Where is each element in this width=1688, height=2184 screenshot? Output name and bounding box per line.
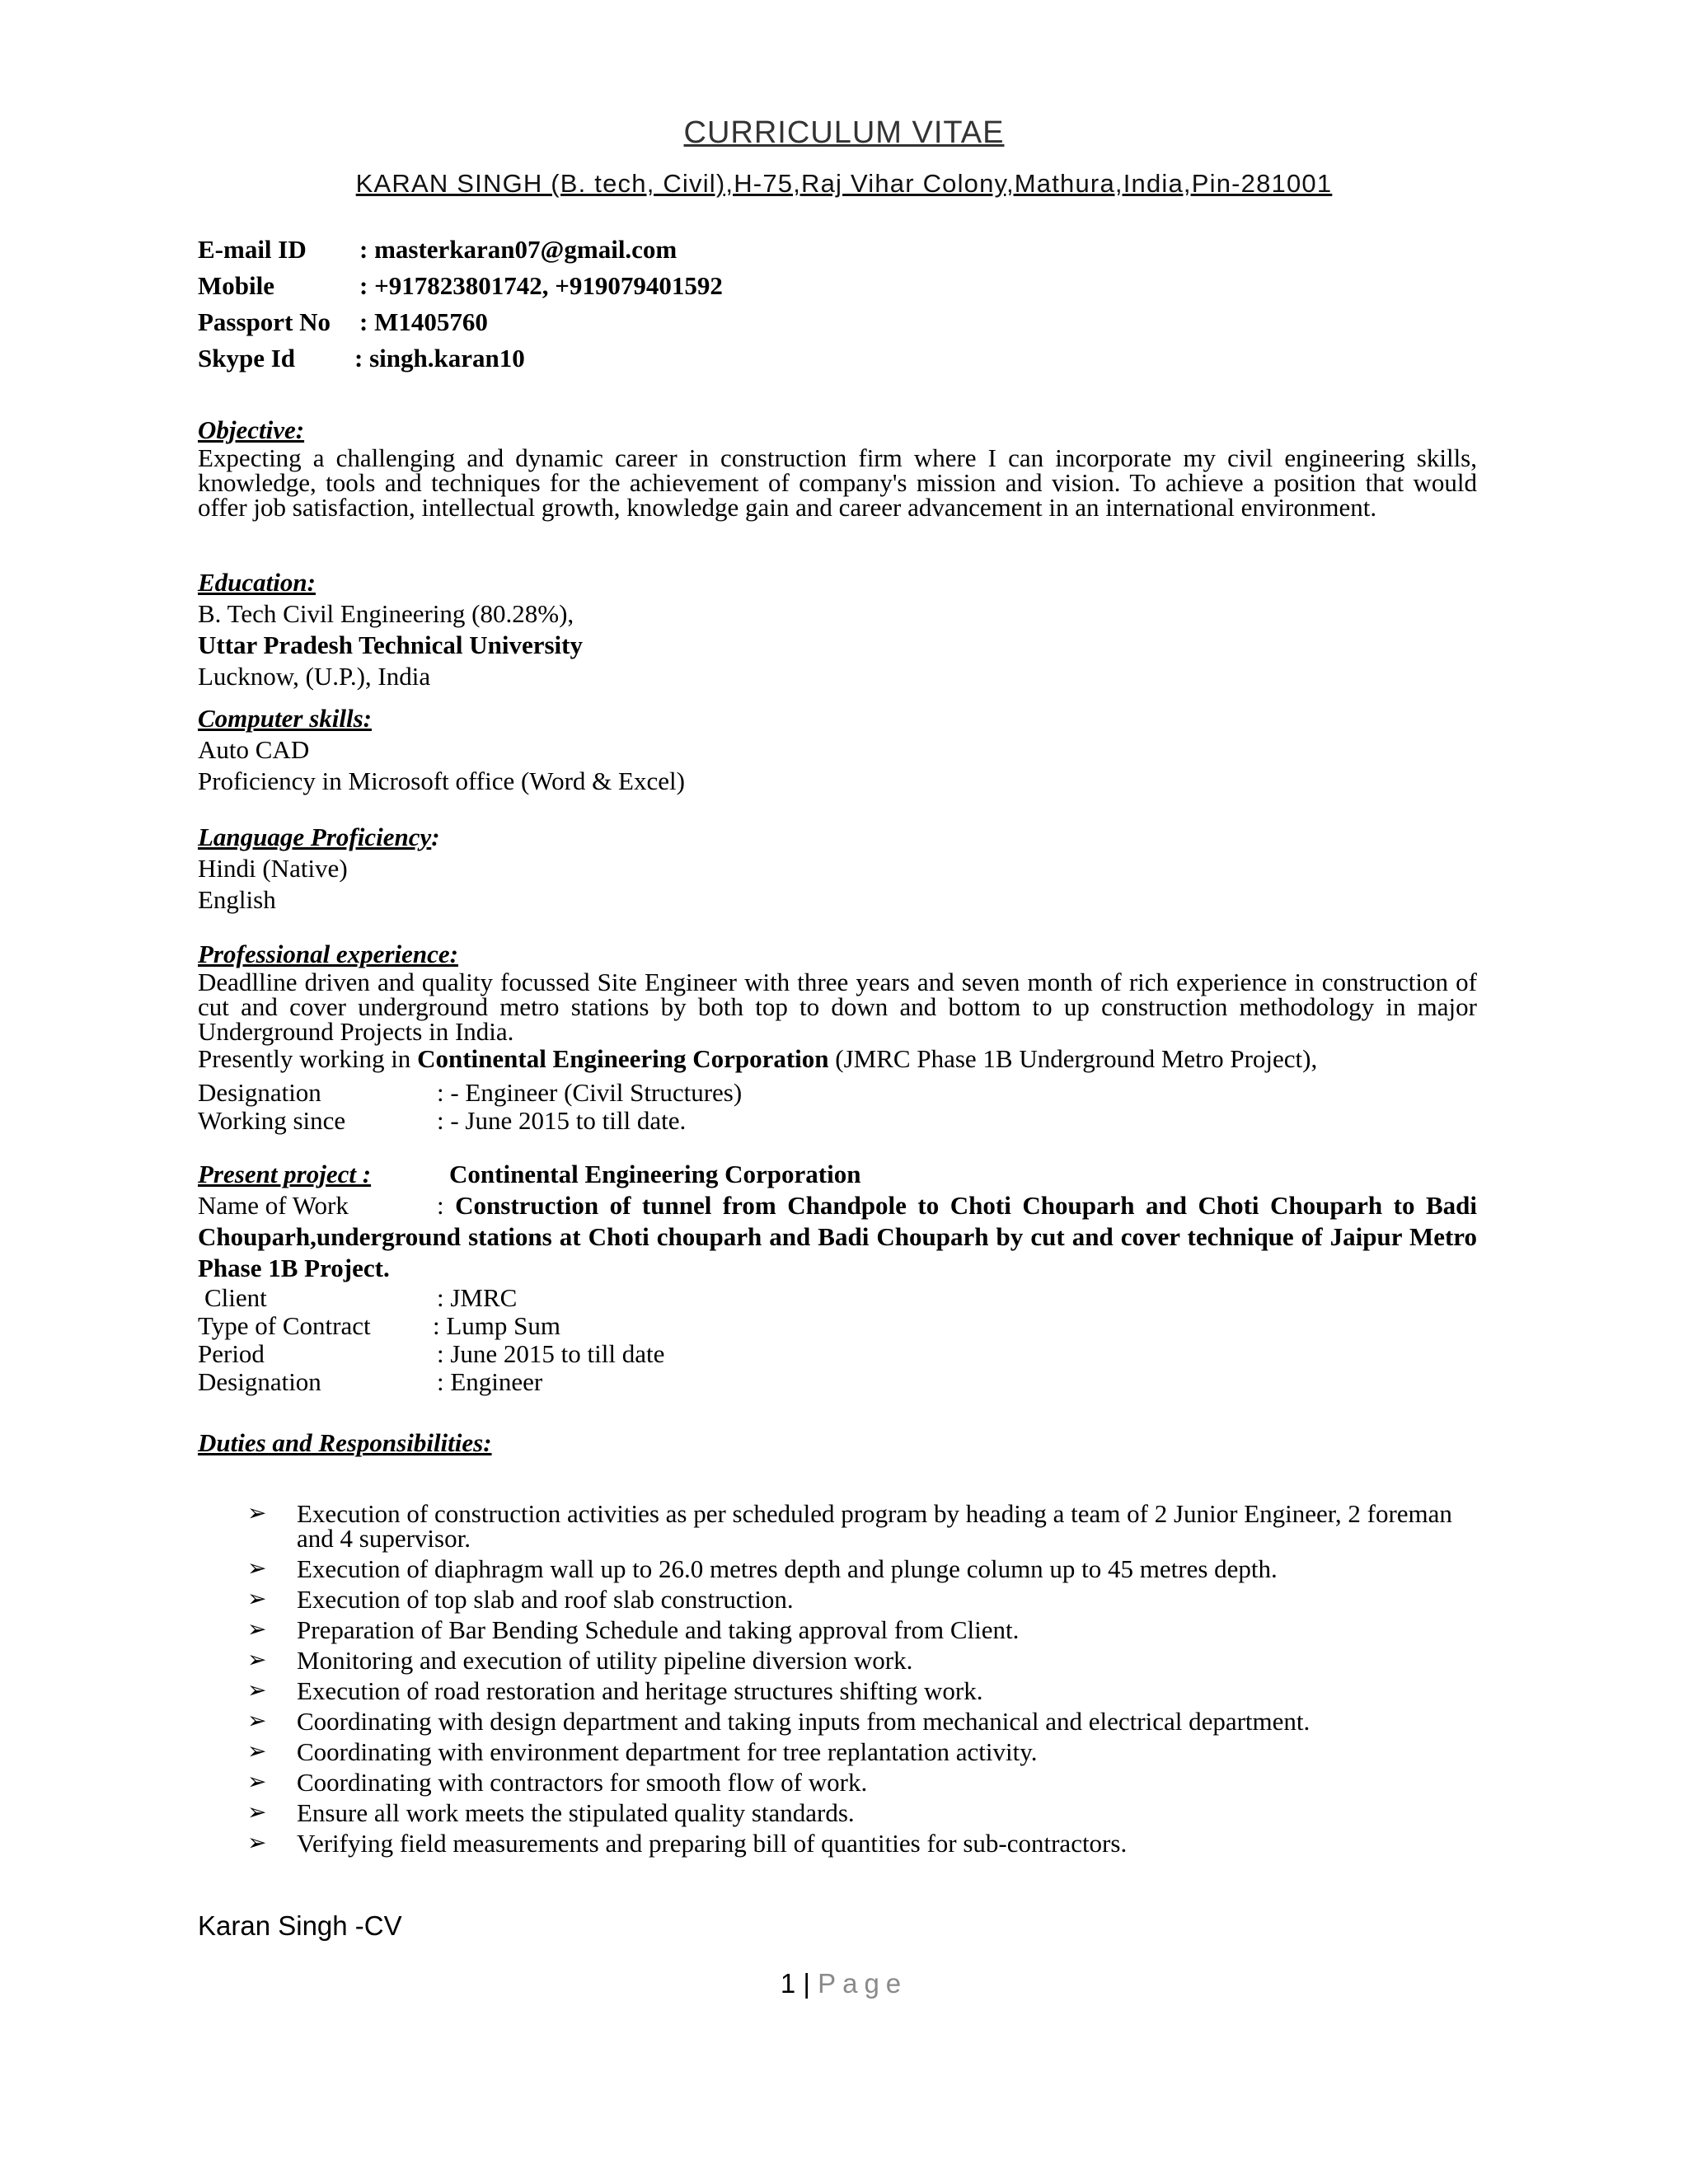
name-of-work-label: Name of Work: [198, 1191, 349, 1220]
professional-section: [198, 939, 1477, 1135]
list-item: [247, 1798, 1484, 1827]
language-heading: Language Proficiency: [198, 823, 432, 851]
duties-list: [247, 1499, 1484, 1862]
project-detail-value: : JMRC: [437, 1283, 518, 1312]
arrow-bullet-icon: ➢: [247, 1647, 267, 1673]
language-item: English: [198, 885, 276, 914]
contact-label: Mobile: [198, 271, 274, 300]
present-project-company: Continental Engineering Corporation: [449, 1160, 861, 1188]
duty-text: Execution of top slab and roof slab construction.: [297, 1585, 794, 1614]
list-item: [247, 1737, 1484, 1766]
name-of-work: [198, 1190, 1477, 1284]
objective-text: Expecting a challenging and dynamic career in construction firm where I can incorporate my civil engineering skills, knowledge, tools and techniques for the achievement of company's mission and vision. To achieve a position that would offer job satisfaction, intellectual growth, knowledge gain and career advancement in an international environment.: [198, 443, 1477, 522]
name-of-work-value: Construction of tunnel from Chandpole to Choti Chouparh and Choti Chouparh to Badi Chouparh,underground stations at Choti chouparh and Badi Chouparh by cut and cover technique of Jaipur Metro Phase 1B Project.: [198, 1191, 1477, 1282]
designation-label: Designation: [198, 1078, 321, 1107]
project-detail-row: [198, 1312, 1477, 1340]
language-item: Hindi (Native): [198, 854, 348, 883]
project-detail-value: : Engineer: [437, 1367, 543, 1396]
arrow-bullet-icon: ➢: [247, 1769, 267, 1795]
duty-text: Verifying field measurements and preparing bill of quantities for sub-contractors.: [297, 1829, 1128, 1858]
arrow-bullet-icon: ➢: [247, 1708, 267, 1734]
designation-row: [198, 1079, 1477, 1107]
list-item: [247, 1615, 1484, 1644]
contact-label: Skype Id: [198, 344, 296, 373]
contact-value: : masterkaran07@gmail.com: [359, 235, 678, 264]
footer-document-name: Karan Singh -CV: [198, 1910, 402, 1941]
project-detail-label: Period: [198, 1339, 265, 1368]
arrow-bullet-icon: ➢: [247, 1739, 267, 1765]
project-detail-label: Designation: [198, 1367, 321, 1396]
computer-skill-item: Proficiency in Microsoft office (Word & Excel): [198, 766, 685, 795]
name-of-work-colon: :: [437, 1191, 456, 1220]
contact-label: Passport No: [198, 307, 331, 336]
project-detail-row: [198, 1340, 1477, 1368]
list-item: [247, 1770, 1484, 1795]
list-item: [247, 1676, 1484, 1705]
duty-text: Monitoring and execution of utility pipeline diversion work.: [297, 1646, 913, 1675]
current-company: Continental Engineering Corporation: [417, 1044, 829, 1073]
document-title: CURRICULUM VITAE: [683, 115, 1005, 150]
arrow-bullet-icon: ➢: [247, 1586, 267, 1612]
working-since-value: : - June 2015 to till date.: [437, 1106, 687, 1135]
present-project-heading: Present project :: [198, 1160, 372, 1188]
page-number-separator: |: [795, 1968, 818, 1999]
contact-value: : +917823801742, +919079401592: [359, 271, 723, 300]
project-detail-label: Type of Contract: [198, 1311, 371, 1340]
arrow-bullet-icon: ➢: [247, 1501, 267, 1526]
project-detail-row: [198, 1284, 1477, 1312]
page-number-value: 1: [780, 1968, 796, 1999]
duties-heading: Duties and Responsibilities:: [198, 1428, 492, 1457]
objective-section: [198, 415, 1477, 520]
contact-row: [198, 271, 723, 307]
duty-text: Execution of construction activities as per scheduled program by heading a team of 2 Junior Engineer, 2 foreman and 4 supervisor.: [297, 1499, 1452, 1553]
education-location: Lucknow, (U.P.), India: [198, 662, 431, 691]
contact-row: [198, 235, 723, 271]
objective-heading: Objective:: [198, 415, 305, 444]
project-detail-value: : June 2015 to till date: [437, 1339, 665, 1368]
computer-skills-section: [198, 703, 1477, 797]
page-number: [0, 1968, 1688, 1999]
duty-text: Execution of road restoration and heritage structures shifting work.: [297, 1676, 983, 1705]
language-heading-colon: :: [431, 823, 440, 851]
list-item: [247, 1587, 1484, 1612]
arrow-bullet-icon: ➢: [247, 1800, 267, 1825]
contact-details: [198, 235, 723, 380]
computer-skills-heading: Computer skills:: [198, 704, 373, 733]
working-since-row: [198, 1107, 1477, 1135]
computer-skill-item: Auto CAD: [198, 735, 310, 764]
present-project-section: [198, 1159, 1477, 1396]
list-item: [247, 1554, 1484, 1583]
project-detail-value: : Lump Sum: [433, 1311, 561, 1340]
list-item: [247, 1709, 1484, 1734]
contact-value: : M1405760: [359, 307, 488, 336]
duty-text: Execution of diaphragm wall up to 26.0 metres depth and plunge column up to 45 metres depth.: [297, 1554, 1278, 1583]
project-detail-row: [198, 1368, 1477, 1396]
arrow-bullet-icon: ➢: [247, 1556, 267, 1582]
contact-value: : singh.karan10: [354, 344, 525, 373]
contact-row: [198, 344, 723, 380]
project-detail-label: Client: [204, 1283, 267, 1312]
contact-row: [198, 307, 723, 344]
arrow-bullet-icon: ➢: [247, 1678, 267, 1704]
name-address-line: KARAN SINGH (B. tech, Civil),H-75,Raj Vihar Colony,Mathura,India,Pin-281001: [355, 169, 1333, 198]
list-item: [247, 1648, 1484, 1673]
professional-summary: Deadlline driven and quality focussed Site Engineer with three years and seven month of rich experience in construction of cut and cover underground metro stations by both top to down and bottom to up construction methodology in major Underground Projects in India.: [198, 968, 1477, 1046]
list-item: [247, 1499, 1484, 1553]
professional-heading: Professional experience:: [198, 940, 458, 968]
language-section: [198, 822, 1477, 916]
arrow-bullet-icon: ➢: [247, 1617, 267, 1643]
designation-value: : - Engineer (Civil Structures): [437, 1078, 743, 1107]
duty-text: Coordinating with contractors for smooth flow of work.: [297, 1768, 868, 1797]
duties-section: [198, 1427, 1477, 1459]
arrow-bullet-icon: ➢: [247, 1830, 267, 1856]
education-university: Uttar Pradesh Technical University: [198, 630, 583, 659]
duty-text: Preparation of Bar Bending Schedule and taking approval from Client.: [297, 1615, 1020, 1644]
duty-text: Ensure all work meets the stipulated quality standards.: [297, 1798, 855, 1827]
duty-text: Coordinating with environment department for tree replantation activity.: [297, 1737, 1038, 1766]
education-degree: B. Tech Civil Engineering (80.28%),: [198, 599, 574, 628]
education-section: [198, 567, 1477, 692]
duty-text: Coordinating with design department and taking inputs from mechanical and electrical department.: [297, 1707, 1311, 1736]
page-word: Page: [818, 1968, 908, 1999]
list-item: [247, 1831, 1484, 1856]
presently-suffix: (JMRC Phase 1B Underground Metro Project),: [828, 1044, 1318, 1073]
contact-label: E-mail ID: [198, 235, 307, 264]
presently-prefix: Presently working in: [198, 1044, 418, 1073]
working-since-label: Working since: [198, 1106, 346, 1135]
education-heading: Education:: [198, 568, 316, 597]
